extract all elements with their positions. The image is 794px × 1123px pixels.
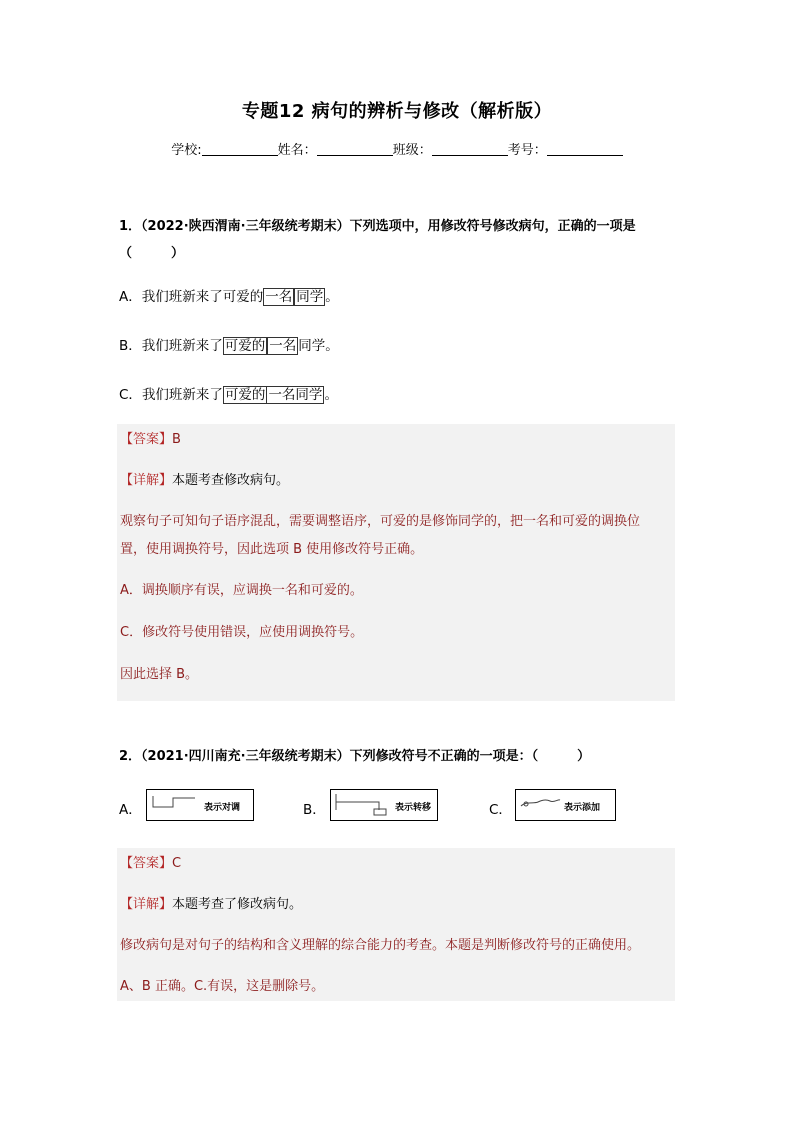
- student-info-line: [0, 139, 794, 158]
- swap-box-2: 同学: [296, 289, 324, 305]
- q2-option-c-box[interactable]: [515, 789, 616, 821]
- answer-tag: 【答案】: [120, 432, 173, 447]
- question-text: （2021·四川南充·三年级统考期末）下列修改符号不正确的一项是：（ ）: [141, 749, 591, 764]
- answer-value: B: [172, 432, 181, 447]
- note-option-a: A．调换顺序有误，应调换一名和可爱的。: [120, 583, 363, 598]
- option-text-end: 。: [324, 387, 338, 403]
- analysis-line-2: 置，使用调换符号，因此选项 B 使用修改符号正确。: [120, 542, 424, 557]
- name-blank[interactable]: [317, 143, 393, 156]
- detail-text: 本题考查修改病句。: [172, 473, 290, 488]
- question-1-stem: [119, 215, 636, 234]
- name-label: 姓名：: [277, 143, 317, 158]
- detail-line: [120, 893, 302, 912]
- note-line: A、B 正确。C.有误，这是删除号。: [120, 979, 325, 994]
- swap-box-1: 可爱的: [224, 338, 266, 354]
- q1-option-c[interactable]: [119, 383, 338, 403]
- move-mark-icon: [331, 790, 393, 820]
- question-number: 1．: [119, 219, 142, 234]
- swap-box-2: 一名同学: [268, 387, 323, 403]
- detail-text: 本题考查了修改病句。: [172, 897, 303, 912]
- question-number: 2．: [119, 749, 142, 764]
- note-option-c: C．修改符号使用错误，应使用调换符号。: [120, 625, 364, 640]
- detail-tag: 【详解】: [120, 473, 173, 488]
- class-blank[interactable]: [432, 143, 508, 156]
- option-text: 我们班新来了可爱的: [141, 289, 264, 305]
- question-text: （2022·陕西渭南·三年级统考期末）下列选项中，用修改符号修改病句，正确的一项是: [141, 219, 636, 234]
- q2-option-b-label[interactable]: B．: [303, 802, 326, 818]
- q1-answer-block: [117, 424, 675, 701]
- page-title: 专题12 病句的辨析与修改（解析版）: [241, 101, 553, 122]
- q2-option-c-label[interactable]: C．: [489, 802, 512, 818]
- swap-box-1: 一名: [265, 289, 293, 305]
- option-text-end: 。: [325, 289, 339, 305]
- question-1-paren: （ ）: [119, 246, 185, 261]
- delete-mark-icon: [516, 790, 564, 820]
- q1-option-b[interactable]: [119, 334, 339, 354]
- option-label: A．: [119, 289, 142, 305]
- answer-tag: 【答案】: [120, 856, 173, 871]
- detail-line: [120, 469, 289, 488]
- q2-option-b-box[interactable]: [330, 789, 438, 821]
- question-2-stem: [119, 745, 590, 764]
- class-label: 班级：: [392, 143, 432, 158]
- conclusion-line: 因此选择 B。: [120, 667, 199, 682]
- swap-box-2: 一名: [269, 338, 297, 354]
- q1-option-a[interactable]: [119, 285, 339, 305]
- symbol-caption: 表示添加: [564, 803, 601, 813]
- analysis-line-1: 观察句子可知句子语序混乱，需要调整语序，可爱的是修饰同学的，把一名和可爱的调换位: [120, 514, 641, 529]
- detail-tag: 【详解】: [120, 897, 173, 912]
- swap-box-1: 可爱的: [224, 387, 266, 403]
- answer-line: [120, 852, 181, 871]
- symbol-caption: 表示转移: [395, 803, 432, 813]
- q2-option-a-label[interactable]: A．: [119, 802, 142, 818]
- answer-line: [120, 428, 181, 447]
- option-label: B．: [119, 338, 142, 354]
- symbol-caption: 表示对调: [204, 803, 241, 813]
- option-label: C．: [119, 387, 142, 403]
- q2-option-a-box[interactable]: [146, 789, 254, 821]
- school-blank[interactable]: [202, 143, 278, 156]
- option-text: 我们班新来了: [141, 387, 223, 403]
- q2-answer-block: [117, 848, 675, 1001]
- number-blank[interactable]: [547, 143, 623, 156]
- option-text-end: 同学。: [298, 338, 339, 354]
- number-label: 考号：: [507, 143, 547, 158]
- answer-value: C: [172, 856, 182, 871]
- option-text: 我们班新来了: [141, 338, 223, 354]
- swap-mark-icon: [147, 790, 207, 820]
- school-label: 学校:: [171, 143, 202, 158]
- analysis-line: 修改病句是对句子的结构和含义理解的综合能力的考查。本题是判断修改符号的正确使用。: [120, 938, 641, 953]
